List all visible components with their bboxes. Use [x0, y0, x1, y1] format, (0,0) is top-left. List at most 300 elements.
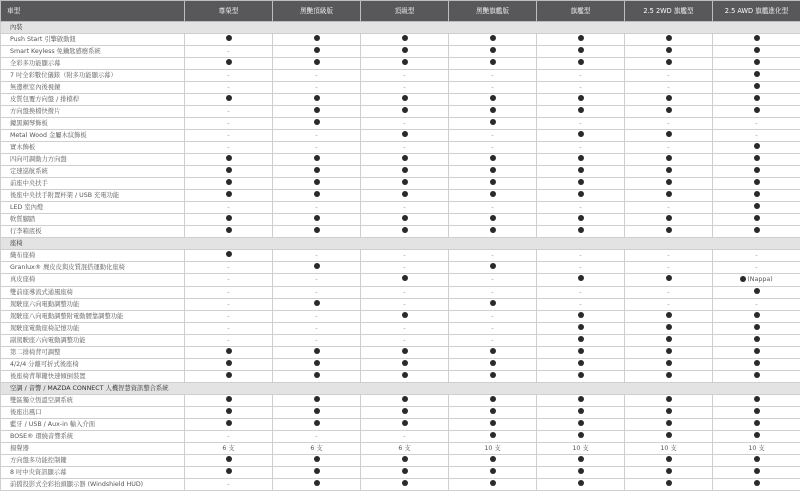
- feature-cell: [361, 322, 449, 334]
- not-available-dash: -: [315, 276, 318, 284]
- feature-cell: [273, 70, 361, 82]
- feature-cell: [273, 310, 361, 322]
- feature-cell: [361, 142, 449, 154]
- feature-cell: [625, 418, 713, 430]
- standard-dot-icon: [402, 227, 408, 233]
- standard-dot-icon: [490, 456, 496, 462]
- not-available-dash: -: [491, 324, 494, 332]
- standard-dot-icon: [578, 312, 584, 318]
- standard-dot-icon: [314, 480, 320, 486]
- table-row: [1, 298, 800, 310]
- not-available-dash: -: [491, 72, 494, 79]
- feature-label: Push Start 引擎啟動鈕: [1, 34, 185, 46]
- standard-dot-icon: [578, 456, 584, 462]
- not-available-dash: -: [227, 264, 230, 271]
- feature-cell: [185, 94, 273, 106]
- standard-dot-icon: [490, 179, 496, 185]
- section-title: 內裝: [1, 22, 800, 34]
- feature-cell: [273, 106, 361, 118]
- not-available-dash: -: [227, 72, 230, 79]
- feature-cell: [537, 286, 625, 298]
- section-row: [1, 238, 800, 250]
- not-available-dash: -: [579, 252, 582, 259]
- standard-dot-icon: [314, 119, 320, 125]
- standard-dot-icon: [666, 408, 672, 414]
- standard-dot-icon: [314, 360, 320, 366]
- standard-dot-icon: [578, 215, 584, 221]
- feature-cell: [185, 406, 273, 418]
- standard-dot-icon: [578, 396, 584, 402]
- standard-dot-icon: [226, 155, 232, 161]
- not-available-dash: -: [491, 288, 494, 296]
- feature-label: 定速巡航系統: [1, 166, 185, 178]
- standard-dot-icon: [402, 275, 408, 281]
- feature-cell: [625, 466, 713, 478]
- feature-cell: [537, 178, 625, 190]
- feature-cell: [713, 178, 800, 190]
- standard-dot-icon: [490, 348, 496, 354]
- header-trim: 2.5 AWD 旗艦進化型: [713, 1, 800, 22]
- standard-dot-icon: [402, 408, 408, 414]
- feature-label: 8 吋中央資訊顯示幕: [1, 466, 185, 478]
- standard-dot-icon: [402, 167, 408, 173]
- not-available-dash: -: [403, 324, 406, 332]
- standard-dot-icon: [226, 59, 232, 65]
- feature-cell: [537, 202, 625, 214]
- not-available-dash: -: [667, 72, 670, 79]
- standard-dot-icon: [402, 312, 408, 318]
- standard-dot-icon: [402, 95, 408, 101]
- standard-dot-icon: [666, 360, 672, 366]
- feature-cell: [273, 34, 361, 46]
- feature-cell: [537, 478, 625, 490]
- feature-cell: [713, 82, 800, 94]
- standard-dot-icon: [578, 372, 584, 378]
- feature-cell: [713, 118, 800, 130]
- feature-cell: [537, 94, 625, 106]
- standard-dot-icon: [314, 191, 320, 197]
- feature-label: 方向盤換檔快撥片: [1, 106, 185, 118]
- standard-dot-icon: [754, 480, 760, 486]
- not-available-dash: -: [491, 312, 494, 320]
- feature-cell: [713, 298, 800, 310]
- not-available-dash: -: [491, 276, 494, 284]
- feature-cell: [449, 454, 537, 466]
- not-available-dash: -: [667, 300, 670, 308]
- feature-cell: [537, 142, 625, 154]
- not-available-dash: -: [227, 132, 230, 139]
- standard-dot-icon: [666, 420, 672, 426]
- feature-cell: [185, 298, 273, 310]
- feature-cell: [273, 442, 361, 454]
- feature-cell: [361, 262, 449, 274]
- feature-cell: [537, 190, 625, 202]
- not-available-dash: -: [227, 84, 230, 91]
- standard-dot-icon: [314, 372, 320, 378]
- feature-cell: [449, 190, 537, 202]
- feature-cell: [449, 70, 537, 82]
- table-row: [1, 430, 800, 442]
- feature-cell: [713, 394, 800, 406]
- standard-dot-icon: [666, 179, 672, 185]
- standard-dot-icon: [754, 179, 760, 185]
- feature-cell: [713, 406, 800, 418]
- feature-cell: [361, 46, 449, 58]
- standard-dot-icon: [402, 420, 408, 426]
- feature-cell: [625, 262, 713, 274]
- feature-cell: [273, 118, 361, 130]
- not-available-dash: -: [403, 288, 406, 296]
- standard-dot-icon: [666, 468, 672, 474]
- feature-value: 10 支: [748, 444, 765, 452]
- feature-label: 方向盤多功能控制鍵: [1, 454, 185, 466]
- standard-dot-icon: [226, 420, 232, 426]
- feature-cell: [361, 274, 449, 287]
- standard-dot-icon: [402, 348, 408, 354]
- feature-cell: [361, 34, 449, 46]
- feature-cell: [713, 322, 800, 334]
- standard-dot-icon: [402, 155, 408, 161]
- standard-dot-icon: [578, 131, 584, 137]
- feature-cell: [625, 58, 713, 70]
- table-row: [1, 346, 800, 358]
- feature-cell: [537, 226, 625, 238]
- feature-cell: [713, 334, 800, 346]
- feature-cell: [625, 178, 713, 190]
- feature-cell: [537, 58, 625, 70]
- not-available-dash: -: [491, 336, 494, 344]
- feature-cell: [273, 82, 361, 94]
- table-header: [1, 1, 800, 22]
- table-row: [1, 34, 800, 46]
- feature-value: 6 支: [398, 444, 411, 452]
- feature-cell: [449, 442, 537, 454]
- standard-dot-icon: [666, 275, 672, 281]
- not-available-dash: -: [755, 120, 758, 127]
- feature-label: Metal Wood 金屬木紋飾板: [1, 130, 185, 142]
- standard-dot-icon: [754, 215, 760, 221]
- standard-dot-icon: [226, 167, 232, 173]
- feature-cell: [713, 262, 800, 274]
- feature-cell: [361, 358, 449, 370]
- not-available-dash: -: [491, 84, 494, 91]
- feature-cell: [713, 418, 800, 430]
- standard-dot-icon: [402, 179, 408, 185]
- standard-dot-icon: [490, 372, 496, 378]
- standard-dot-icon: [578, 432, 584, 438]
- feature-label: 4/2/4 分離可折式後座椅: [1, 358, 185, 370]
- feature-cell: [361, 106, 449, 118]
- not-available-dash: -: [315, 204, 318, 211]
- feature-cell: [625, 190, 713, 202]
- feature-cell: [449, 166, 537, 178]
- table-row: [1, 166, 800, 178]
- feature-cell: [713, 130, 800, 142]
- table-row: [1, 214, 800, 226]
- feature-cell: [537, 322, 625, 334]
- feature-cell: [361, 190, 449, 202]
- feature-cell: [537, 34, 625, 46]
- feature-cell: [625, 394, 713, 406]
- feature-cell: [273, 346, 361, 358]
- standard-dot-icon: [578, 275, 584, 281]
- feature-cell: [185, 82, 273, 94]
- feature-cell: [449, 46, 537, 58]
- header-model: 車型: [1, 1, 185, 22]
- feature-cell: [625, 310, 713, 322]
- standard-dot-icon: [666, 396, 672, 402]
- not-available-dash: -: [315, 288, 318, 296]
- feature-cell: [185, 214, 273, 226]
- feature-cell: [449, 58, 537, 70]
- feature-cell: [537, 250, 625, 262]
- feature-cell: [361, 466, 449, 478]
- table-row: [1, 478, 800, 490]
- standard-dot-icon: [754, 59, 760, 65]
- not-available-dash: -: [579, 84, 582, 91]
- feature-cell: [537, 166, 625, 178]
- standard-dot-icon: [402, 191, 408, 197]
- feature-cell: [625, 34, 713, 46]
- standard-dot-icon: [314, 167, 320, 173]
- table-row: [1, 286, 800, 298]
- standard-dot-icon: [402, 131, 408, 137]
- not-available-dash: -: [667, 288, 670, 296]
- standard-dot-icon: [314, 47, 320, 53]
- standard-dot-icon: [314, 107, 320, 113]
- standard-dot-icon: [314, 468, 320, 474]
- feature-cell: [273, 262, 361, 274]
- feature-label: 無邊框室內後視鏡: [1, 82, 185, 94]
- header-row: [1, 1, 800, 22]
- feature-cell: [537, 130, 625, 142]
- feature-label: 後座椅背單鍵快速傾倒裝置: [1, 370, 185, 382]
- standard-dot-icon: [666, 215, 672, 221]
- table-row: [1, 202, 800, 214]
- feature-value: 10 支: [484, 444, 501, 452]
- feature-label: 駕駛座八向電動調整附電動腰靠調整功能: [1, 310, 185, 322]
- section-title: 空調 / 音響 / MAZDA CONNECT 人機智慧資訊整合系統: [1, 382, 800, 394]
- feature-cell: [273, 94, 361, 106]
- feature-cell: [361, 430, 449, 442]
- feature-cell: [625, 406, 713, 418]
- standard-dot-icon: [402, 59, 408, 65]
- feature-cell: [273, 322, 361, 334]
- standard-dot-icon: [754, 47, 760, 53]
- standard-dot-icon: [226, 95, 232, 101]
- table-row: [1, 394, 800, 406]
- not-available-dash: -: [315, 324, 318, 332]
- standard-dot-icon: [578, 227, 584, 233]
- feature-cell: [713, 190, 800, 202]
- feature-cell: [361, 406, 449, 418]
- standard-dot-icon: [490, 191, 496, 197]
- not-available-dash: -: [579, 144, 582, 151]
- feature-cell: [185, 358, 273, 370]
- standard-dot-icon: [754, 143, 760, 149]
- standard-dot-icon: [402, 215, 408, 221]
- standard-dot-icon: [314, 396, 320, 402]
- not-available-dash: -: [315, 336, 318, 344]
- table-row: [1, 442, 800, 454]
- standard-dot-icon: [578, 468, 584, 474]
- not-available-dash: -: [667, 144, 670, 151]
- standard-dot-icon: [490, 155, 496, 161]
- feature-cell: [185, 394, 273, 406]
- feature-cell: [361, 418, 449, 430]
- feature-cell: [449, 82, 537, 94]
- feature-cell: [361, 130, 449, 142]
- feature-cell: [361, 154, 449, 166]
- not-available-dash: -: [315, 432, 318, 440]
- feature-label: 前座中央扶手: [1, 178, 185, 190]
- table-row: [1, 190, 800, 202]
- feature-cell: [185, 418, 273, 430]
- not-available-dash: -: [403, 72, 406, 79]
- feature-cell: [185, 334, 273, 346]
- feature-cell: [537, 262, 625, 274]
- not-available-dash: -: [403, 84, 406, 91]
- feature-cell: [449, 370, 537, 382]
- standard-dot-icon: [314, 227, 320, 233]
- feature-cell: [449, 478, 537, 490]
- feature-cell: [625, 442, 713, 454]
- not-available-dash: -: [579, 72, 582, 79]
- standard-dot-icon: [490, 59, 496, 65]
- feature-cell: [449, 94, 537, 106]
- feature-cell: [273, 430, 361, 442]
- not-available-dash: -: [755, 132, 758, 139]
- table-row: [1, 466, 800, 478]
- standard-dot-icon: [314, 95, 320, 101]
- not-available-dash: -: [755, 252, 758, 259]
- feature-cell: [537, 358, 625, 370]
- feature-cell: [625, 118, 713, 130]
- standard-dot-icon: [666, 59, 672, 65]
- feature-label: LED 室內燈: [1, 202, 185, 214]
- standard-dot-icon: [754, 408, 760, 414]
- standard-dot-icon: [226, 372, 232, 378]
- standard-dot-icon: [754, 191, 760, 197]
- feature-cell: [537, 214, 625, 226]
- feature-cell: [625, 250, 713, 262]
- standard-dot-icon: [578, 191, 584, 197]
- feature-cell: [537, 430, 625, 442]
- not-available-dash: -: [403, 120, 406, 127]
- standard-dot-icon: [754, 324, 760, 330]
- feature-cell: [185, 262, 273, 274]
- not-available-dash: -: [315, 72, 318, 79]
- feature-label: Smart Keyless 免鑰匙感應系統: [1, 46, 185, 58]
- feature-cell: [185, 166, 273, 178]
- feature-cell: [273, 130, 361, 142]
- feature-cell: [713, 454, 800, 466]
- feature-cell: [273, 58, 361, 70]
- feature-cell: [273, 166, 361, 178]
- not-available-dash: -: [227, 108, 230, 115]
- feature-cell: [361, 214, 449, 226]
- feature-cell: [361, 394, 449, 406]
- standard-dot-icon: [754, 83, 760, 89]
- standard-dot-icon: [314, 263, 320, 269]
- feature-cell: [185, 346, 273, 358]
- table-row: [1, 250, 800, 262]
- feature-cell: [537, 370, 625, 382]
- header-trim: 黑艷旗艦版: [449, 1, 537, 22]
- feature-cell: [273, 214, 361, 226]
- feature-cell: [449, 430, 537, 442]
- feature-label: 7 吋全彩數位儀錶（附多功能顯示幕）: [1, 70, 185, 82]
- feature-cell: [537, 454, 625, 466]
- feature-cell: [185, 190, 273, 202]
- feature-cell: [625, 106, 713, 118]
- feature-cell: [273, 406, 361, 418]
- standard-dot-icon: [578, 408, 584, 414]
- not-available-dash: -: [227, 324, 230, 332]
- feature-cell: [361, 286, 449, 298]
- feature-cell: [449, 406, 537, 418]
- standard-dot-icon: [578, 179, 584, 185]
- feature-label: 行李箱底板: [1, 226, 185, 238]
- standard-dot-icon: [666, 348, 672, 354]
- feature-cell: [449, 34, 537, 46]
- feature-cell: [185, 430, 273, 442]
- feature-cell: [625, 226, 713, 238]
- feature-cell: [537, 274, 625, 287]
- feature-cell: [361, 82, 449, 94]
- standard-dot-icon: [754, 167, 760, 173]
- feature-label: 實木飾板: [1, 142, 185, 154]
- feature-cell: [713, 154, 800, 166]
- not-available-dash: -: [579, 288, 582, 296]
- section-row: [1, 22, 800, 34]
- feature-label: 駕駛座六向電動調整功能: [1, 298, 185, 310]
- feature-cell: [273, 202, 361, 214]
- standard-dot-icon: [754, 348, 760, 354]
- feature-cell: [273, 454, 361, 466]
- feature-cell: [273, 46, 361, 58]
- feature-cell: [185, 226, 273, 238]
- standard-dot-icon: [314, 215, 320, 221]
- feature-cell: [713, 70, 800, 82]
- table-row: [1, 334, 800, 346]
- table-row: [1, 118, 800, 130]
- standard-dot-icon: [226, 408, 232, 414]
- feature-cell: [185, 250, 273, 262]
- header-trim: 2.5 2WD 旗艦型: [625, 1, 713, 22]
- feature-cell: [625, 166, 713, 178]
- feature-cell: [625, 274, 713, 287]
- feature-cell: [713, 442, 800, 454]
- standard-dot-icon: [578, 167, 584, 173]
- standard-dot-icon: [666, 131, 672, 137]
- feature-cell: [185, 442, 273, 454]
- standard-dot-icon: [666, 107, 672, 113]
- feature-cell: [449, 358, 537, 370]
- feature-cell: [361, 70, 449, 82]
- table-row: [1, 154, 800, 166]
- standard-dot-icon: [490, 167, 496, 173]
- not-available-dash: -: [403, 144, 406, 151]
- feature-cell: [185, 70, 273, 82]
- table-row: [1, 370, 800, 382]
- feature-cell: [625, 346, 713, 358]
- feature-cell: [713, 478, 800, 490]
- standard-dot-icon: [314, 408, 320, 414]
- feature-cell: [625, 202, 713, 214]
- standard-dot-icon: [490, 300, 496, 306]
- not-available-dash: -: [403, 252, 406, 259]
